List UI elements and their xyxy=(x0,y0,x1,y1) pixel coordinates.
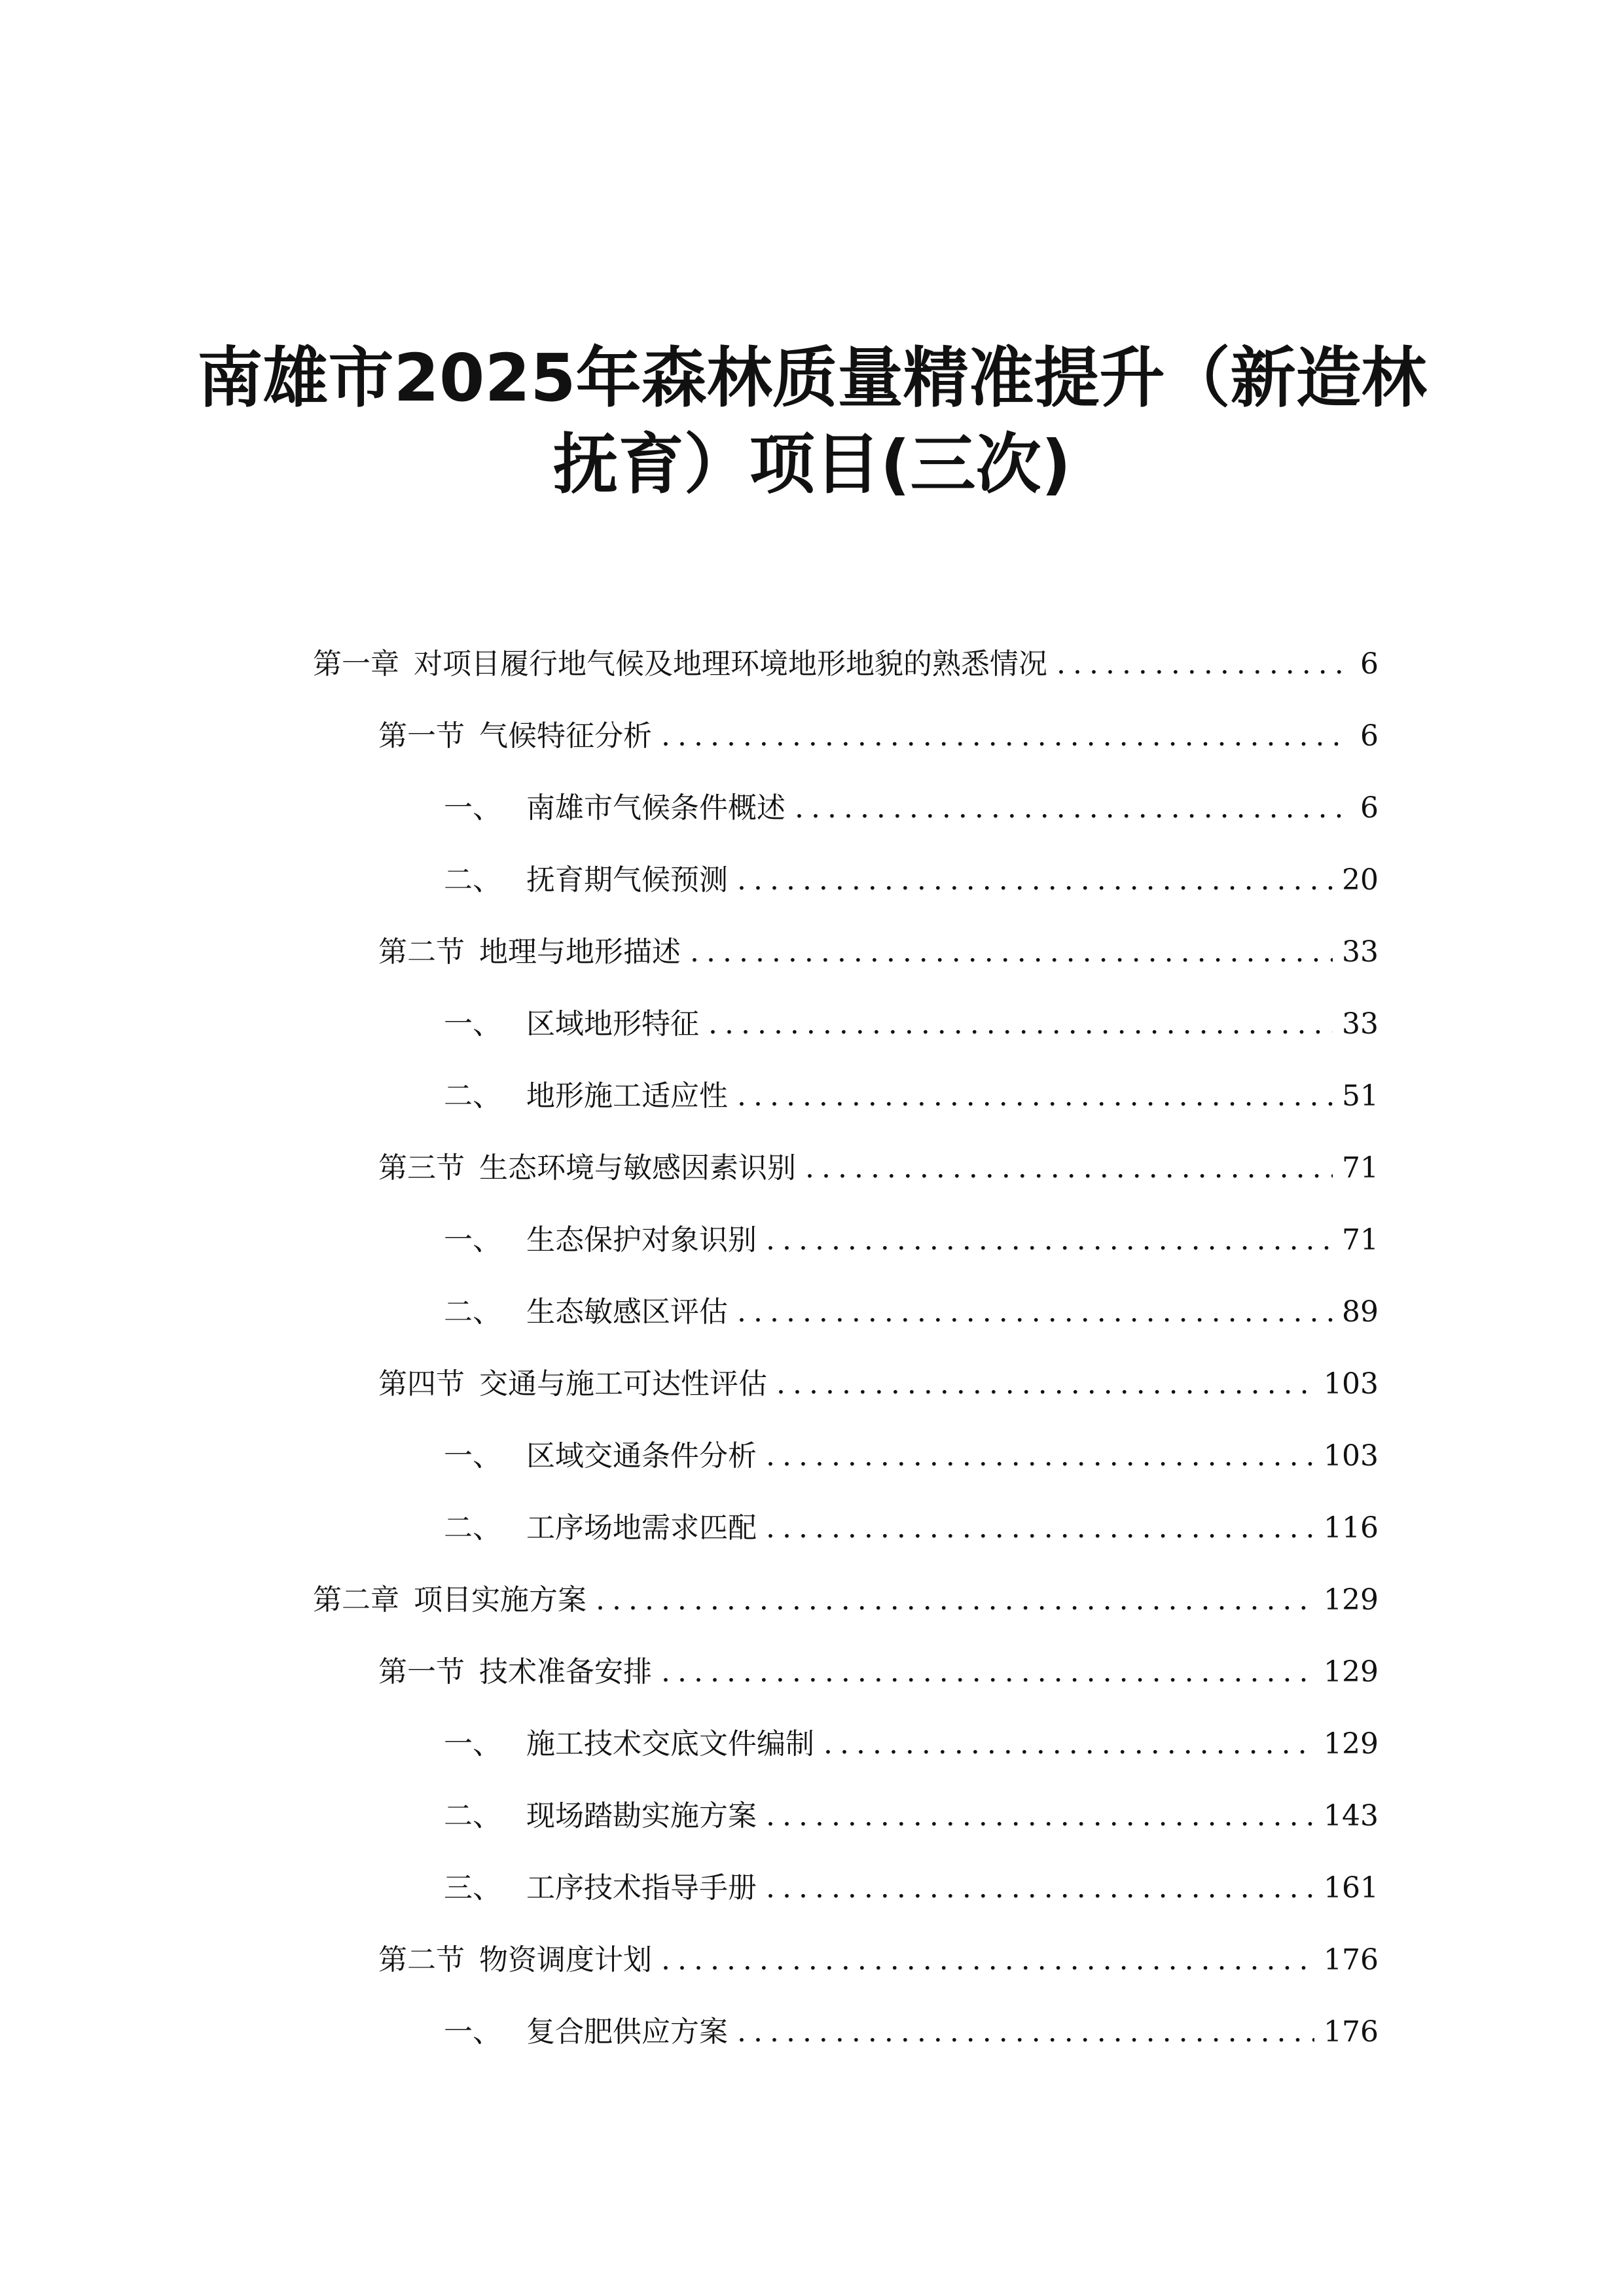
toc-entry-number: 三、 xyxy=(444,1871,501,1905)
toc-entry-title: 技术准备安排 xyxy=(479,1655,652,1689)
toc-entry[interactable] xyxy=(313,1509,1379,1581)
toc-entry-number: 第二节 xyxy=(378,935,465,969)
toc-entry-number: 二、 xyxy=(444,1295,501,1329)
toc-dot-leader xyxy=(776,1365,1314,1404)
toc-dot-leader xyxy=(596,1581,1314,1620)
toc-entry-title: 工序技术指导手册 xyxy=(526,1871,757,1905)
toc-dot-leader xyxy=(737,1077,1333,1116)
toc-entry-title: 抚育期气候预测 xyxy=(526,863,728,897)
toc-dot-leader xyxy=(766,1221,1333,1260)
toc-entry-number: 二、 xyxy=(444,1079,501,1113)
toc-entry-page-number: 6 xyxy=(1360,719,1379,753)
toc-entry[interactable] xyxy=(313,861,1379,933)
toc-entry-title: 地理与地形描述 xyxy=(479,935,681,969)
toc-entry[interactable] xyxy=(313,1725,1379,1797)
toc-entry-page-number: 176 xyxy=(1324,2015,1379,2049)
toc-entry-page-number: 6 xyxy=(1360,791,1379,825)
toc-dot-leader xyxy=(1056,645,1343,684)
toc-entry-page-number: 33 xyxy=(1342,1007,1379,1041)
document-title-line-1: 南雄市2025年森林质量精准提升（新造林 xyxy=(197,340,1427,416)
toc-dot-leader xyxy=(690,933,1333,972)
toc-entry-title: 工序场地需求匹配 xyxy=(526,1511,757,1545)
toc-entry-title: 地形施工适应性 xyxy=(526,1079,728,1113)
toc-entry-page-number: 6 xyxy=(1360,647,1379,681)
toc-entry-number: 一、 xyxy=(444,791,501,825)
toc-entry-number: 一、 xyxy=(444,1439,501,1473)
toc-entry-title: 气候特征分析 xyxy=(479,719,652,753)
table-of-contents xyxy=(313,645,1379,2085)
toc-entry[interactable] xyxy=(313,2013,1379,2085)
toc-entry-number: 第一节 xyxy=(378,1655,465,1689)
toc-entry-title: 复合肥供应方案 xyxy=(526,2015,728,2049)
toc-entry-title: 对项目履行地气候及地理环境地形地貌的熟悉情况 xyxy=(414,647,1047,681)
toc-entry-number: 二、 xyxy=(444,1511,501,1545)
toc-entry-page-number: 33 xyxy=(1342,935,1379,969)
toc-entry-number: 第二节 xyxy=(378,1943,465,1977)
toc-entry[interactable] xyxy=(313,1869,1379,1941)
toc-dot-leader xyxy=(823,1725,1314,1764)
toc-entry[interactable] xyxy=(313,717,1379,789)
toc-entry-page-number: 103 xyxy=(1324,1367,1379,1401)
toc-entry-page-number: 143 xyxy=(1324,1799,1379,1833)
toc-entry[interactable] xyxy=(313,1437,1379,1509)
toc-entry[interactable] xyxy=(313,1221,1379,1293)
toc-entry-page-number: 51 xyxy=(1342,1079,1379,1113)
toc-entry-page-number: 71 xyxy=(1342,1223,1379,1257)
toc-entry-title: 南雄市气候条件概述 xyxy=(526,791,785,825)
toc-entry[interactable] xyxy=(313,1005,1379,1077)
toc-entry-title: 区域交通条件分析 xyxy=(526,1439,757,1473)
toc-dot-leader xyxy=(737,2013,1314,2052)
toc-entry[interactable] xyxy=(313,1581,1379,1653)
toc-entry-page-number: 176 xyxy=(1324,1943,1379,1977)
toc-entry-page-number: 103 xyxy=(1324,1439,1379,1473)
toc-entry[interactable] xyxy=(313,1365,1379,1437)
toc-entry-page-number: 89 xyxy=(1342,1295,1379,1329)
toc-entry[interactable] xyxy=(313,1149,1379,1221)
toc-entry-number: 第一节 xyxy=(378,719,465,753)
toc-entry-title: 现场踏勘实施方案 xyxy=(526,1799,757,1833)
toc-entry[interactable] xyxy=(313,789,1379,861)
toc-entry-number: 第四节 xyxy=(378,1367,465,1401)
toc-dot-leader xyxy=(766,1509,1314,1548)
toc-entry-number: 第三节 xyxy=(378,1151,465,1185)
toc-dot-leader xyxy=(766,1437,1314,1476)
toc-entry[interactable] xyxy=(313,645,1379,717)
toc-entry[interactable] xyxy=(313,1797,1379,1869)
toc-entry-number: 一、 xyxy=(444,1727,501,1761)
toc-entry-page-number: 129 xyxy=(1324,1583,1379,1617)
toc-dot-leader xyxy=(737,861,1333,900)
toc-dot-leader xyxy=(661,717,1343,756)
toc-entry[interactable] xyxy=(313,1077,1379,1149)
toc-entry-number: 一、 xyxy=(444,1007,501,1041)
toc-entry-title: 生态环境与敏感因素识别 xyxy=(479,1151,796,1185)
toc-entry[interactable] xyxy=(313,933,1379,1005)
toc-entry[interactable] xyxy=(313,1653,1379,1725)
toc-dot-leader xyxy=(737,1293,1333,1332)
toc-entry-number: 一、 xyxy=(444,2015,501,2049)
toc-entry-number: 二、 xyxy=(444,1799,501,1833)
toc-entry-page-number: 71 xyxy=(1342,1151,1379,1185)
toc-entry-title: 生态保护对象识别 xyxy=(526,1223,757,1257)
toc-dot-leader xyxy=(805,1149,1333,1188)
toc-entry-title: 交通与施工可达性评估 xyxy=(479,1367,767,1401)
toc-entry-title: 生态敏感区评估 xyxy=(526,1295,728,1329)
toc-dot-leader xyxy=(661,1941,1314,1980)
toc-entry-page-number: 20 xyxy=(1342,863,1379,897)
toc-entry-number: 一、 xyxy=(444,1223,501,1257)
toc-entry[interactable] xyxy=(313,1941,1379,2013)
toc-entry-title: 区域地形特征 xyxy=(526,1007,699,1041)
toc-entry-page-number: 161 xyxy=(1324,1871,1379,1905)
toc-entry-page-number: 116 xyxy=(1324,1511,1379,1545)
toc-dot-leader xyxy=(708,1005,1333,1044)
toc-entry-title: 物资调度计划 xyxy=(479,1943,652,1977)
toc-entry[interactable] xyxy=(313,1293,1379,1365)
toc-entry-number: 二、 xyxy=(444,863,501,897)
toc-entry-page-number: 129 xyxy=(1324,1727,1379,1761)
toc-entry-number: 第二章 xyxy=(313,1583,399,1617)
toc-entry-page-number: 129 xyxy=(1324,1655,1379,1689)
toc-entry-number: 第一章 xyxy=(313,647,399,681)
toc-dot-leader xyxy=(766,1797,1314,1836)
toc-dot-leader xyxy=(795,789,1343,828)
toc-dot-leader xyxy=(766,1869,1314,1908)
toc-entry-title: 项目实施方案 xyxy=(414,1583,586,1617)
toc-dot-leader xyxy=(661,1653,1314,1692)
document-title-line-2: 抚育）项目(三次) xyxy=(552,426,1072,503)
toc-entry-title: 施工技术交底文件编制 xyxy=(526,1727,814,1761)
